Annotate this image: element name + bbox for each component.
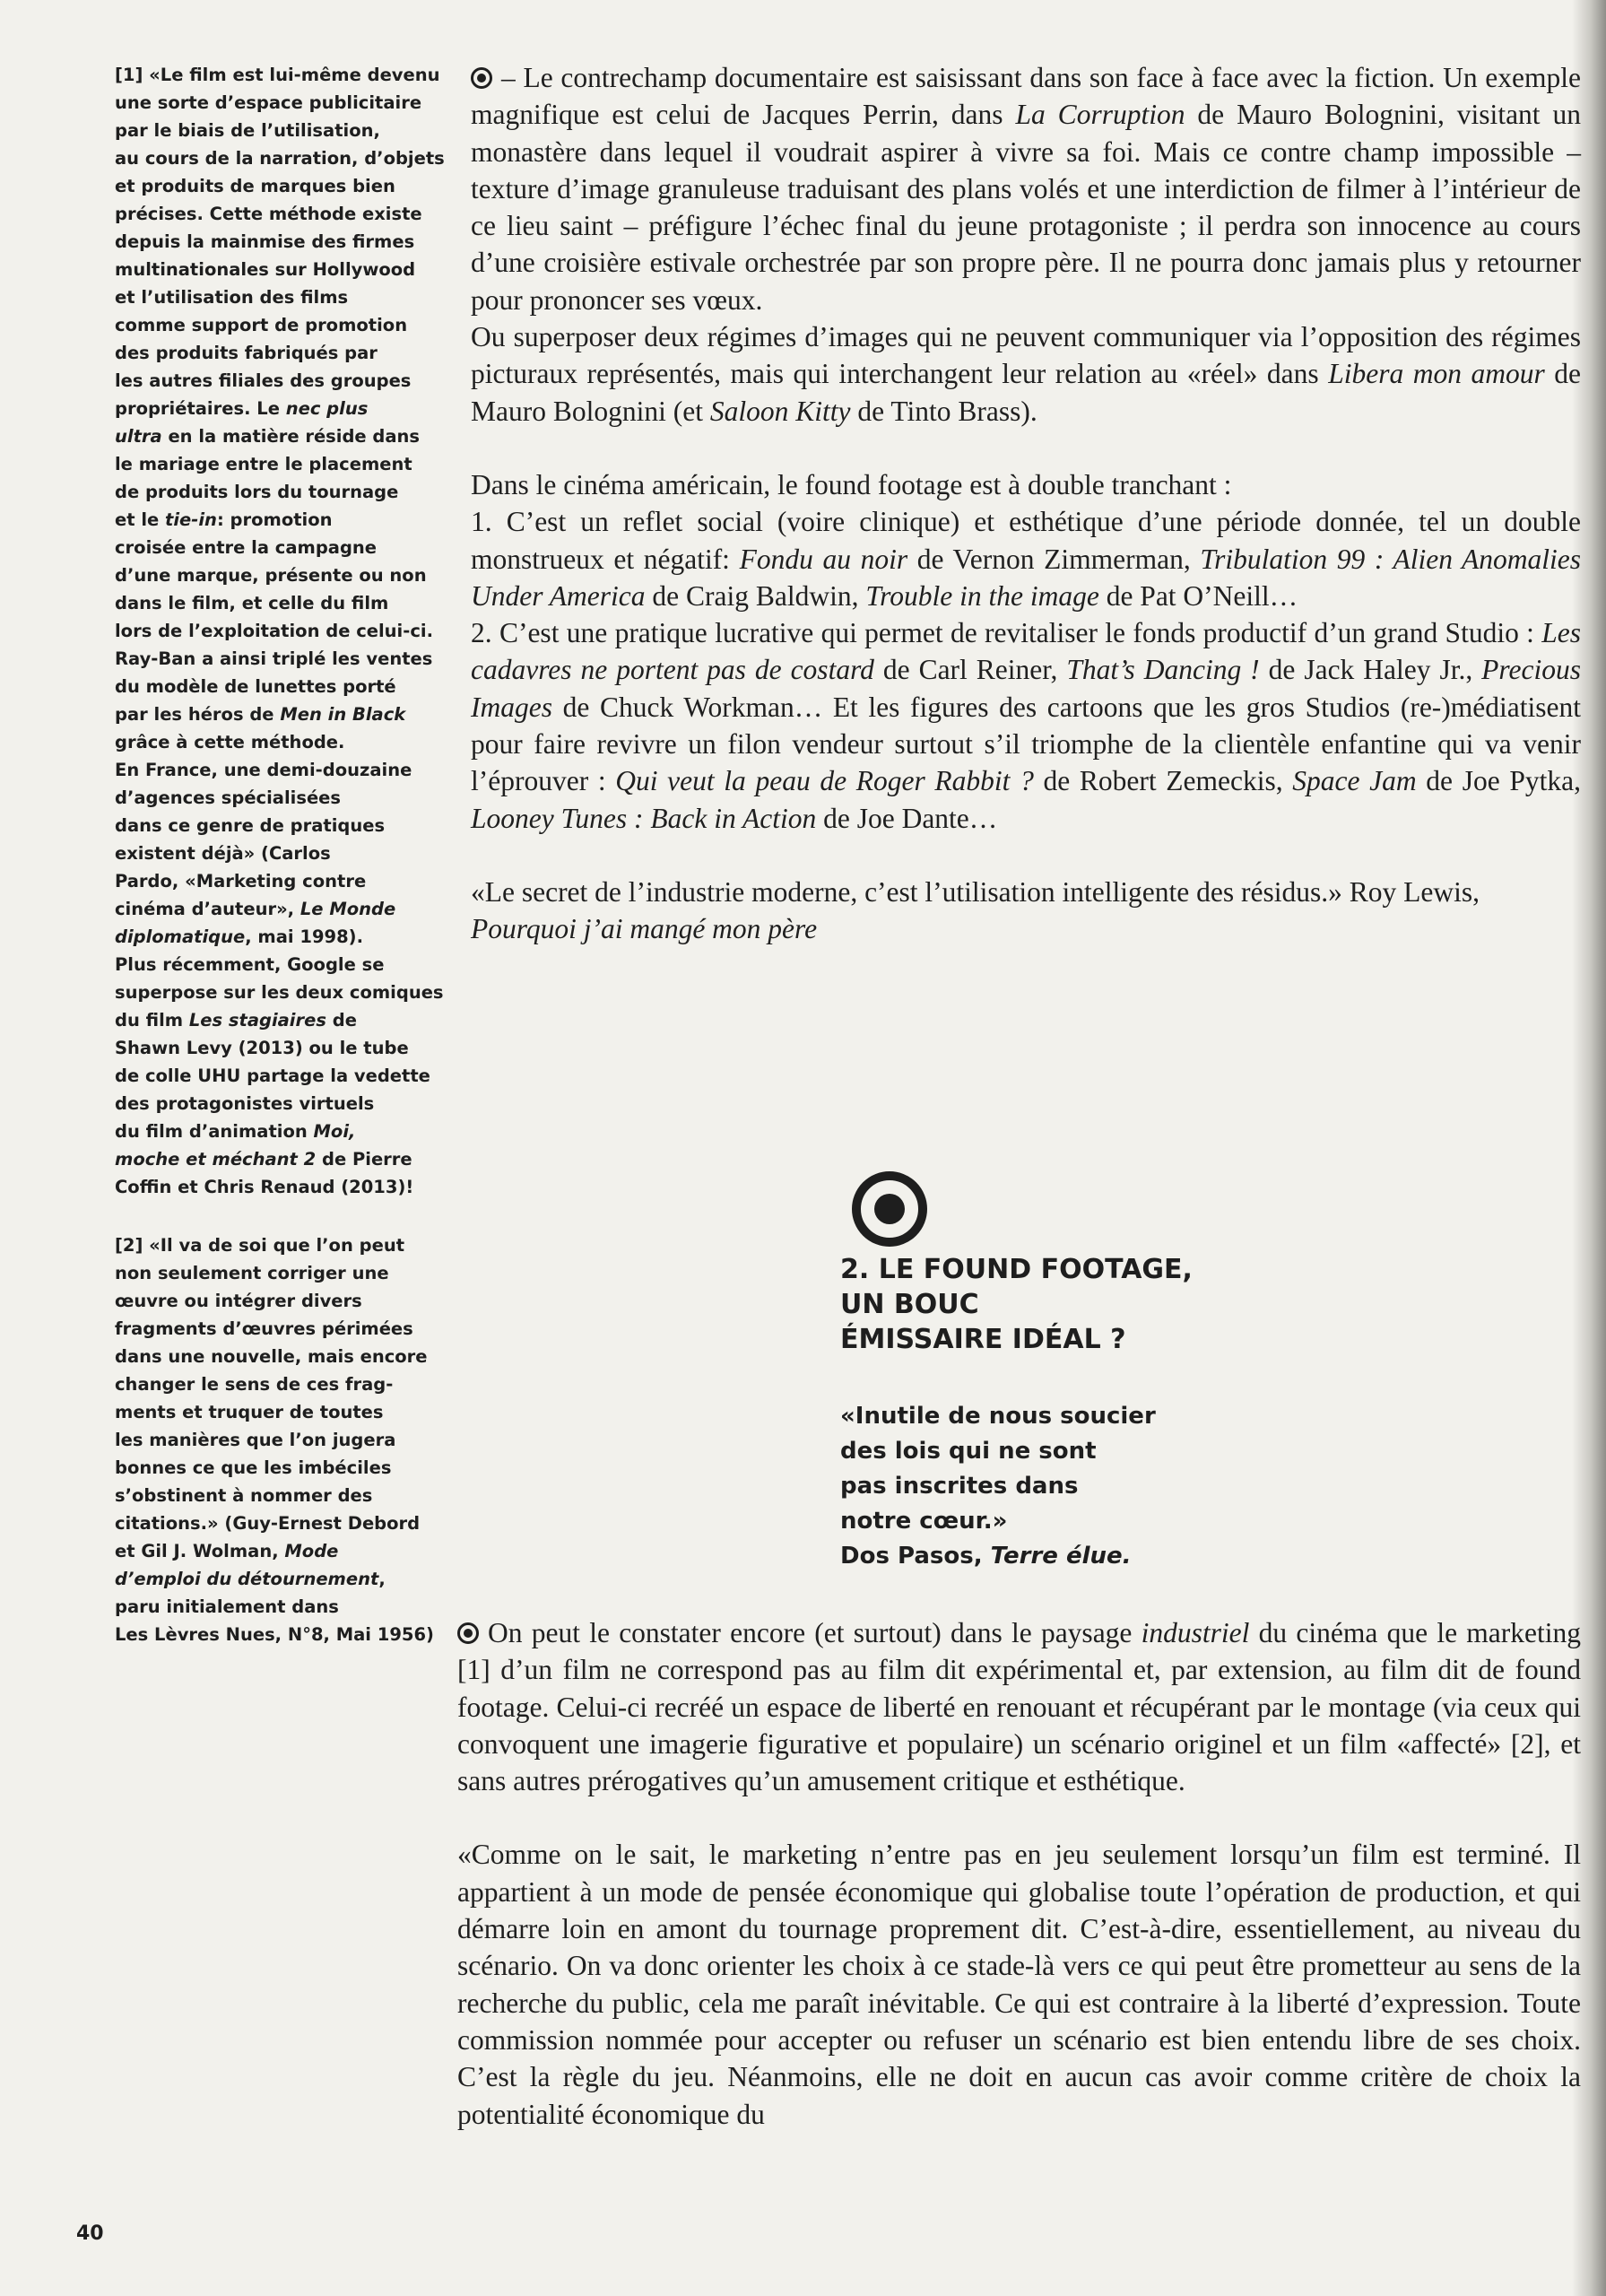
paragraph-quote-roy-lewis: «Le secret de l’industrie moderne, c’est l’utilisation intelligente des résidus.» Roy Lewis, Pourquoi j’ai mangé mon père (471, 875, 1480, 945)
section-epigraph (840, 1399, 1199, 1574)
page-number: 40 (76, 2222, 104, 2245)
paragraph-comme-on-le-sait: «Comme on le sait, le marketing n’entre pas en jeu seulement lorsqu’un film est terminé. Il appartient à un mode de pensée économique qui globalise toute l’opération de production, et qui démarre loin en amont du tournage proprement dit. C’est-à-dire, essentiellement, au niveau du scénario. On va donc orienter les choix à ce stade-là vers ce qui peut être prometteur au sens de la recherche du public, cela me paraît inévitable. Ce qui est contraire à la liberté d’expression. Toute commission nommée pour accepter ou refuser un scénario est bien entendu libre de ses choix. C’est la règle du jeu. Néanmoins, elle ne doit en aucun cas avoir comme critère de choix la potentialité économique du (457, 1839, 1581, 2130)
paragraph-marketing: On peut le constater encore (et surtout) dans le paysage industriel du cinéma que le marketing [1] d’un film ne correspond pas au film dit expérimental et, par extension, au film dit de found footage. Celui-ci recréé un espace de liberté en renouant et récupérant par le montage (via ceux qui convoquent une imagerie figurative et populaire) un scénario originel et un film «affecté» [2], et sans autres prérogatives qu’un amusement critique et esthétique. (457, 1617, 1581, 1797)
epigraph-source: Dos Pasos, Terre élue. (840, 1543, 1132, 1570)
main-text-lower (457, 1614, 1581, 2133)
paragraph-cinema-americain: Dans le cinéma américain, le found footage est à double tranchant : (471, 468, 1232, 500)
main-text-upper (471, 59, 1581, 948)
paragraph-superposer: Ou superposer deux régimes d’images qui ne peuvent communiquer via l’opposition des régimes picturaux représentés, mais qui interchangent leur relation au «réel» dans Libera mon amour de Mauro Bolognini (et Saloon Kitty de Tinto Brass). (471, 321, 1582, 427)
bullet-icon (457, 1622, 479, 1644)
paragraph-point-1: 1. C’est un reflet social (voire clinique) et esthétique d’une période donnée, tel un double monstrueux et négatif: Fondu au noir de Vernon Zimmerman, Tribulation 99 : Alien Anomalies Under America de Craig Baldwin, Trouble in the image de Pat O’Neill… (471, 506, 1581, 612)
section-title: 2. LE FOUND FOOTAGE, UN BOUC ÉMISSAIRE IDÉAL ? (840, 1254, 1193, 1355)
footnote-1: [1] «Le film est lui-même devenu une sorte d’espace publicitaire par le biais de l’utilisation, au cours de la narration, d’objets et produits de marques bien précises. Cette méthode existe depuis la mainmise des firmes multinationales sur Hollywood et l’utilisation des films comme support de promotion des produits fabriqués par les autres filiales des groupes propriétaires. Le nec plus ultra en la matière réside dans le mariage entre le placement de produits lors du tournage et le tie-in: promotion croisée entre la campagne d’une marque, présente ou non dans le film, et celle du film lors de l’exploitation de celui-ci. Ray-Ban a ainsi triplé les ventes du modèle de lunettes porté par les héros de Men in Black grâce à cette méthode. En France, une demi-douzaine d’agences spécialisées dans ce genre de pratiques existent déjà» (Carlos Pardo, «Marketing contre cinéma d’auteur», Le Monde diplomatique, mai 1998). Plus récemment, Google se superpose sur les deux comiques du film Les stagiaires de Shawn Levy (2013) ou le tube de colle UHU partage la vedette des protagonistes virtuels du film d’animation Moi, moche et méchant 2 de Pierre Coffin et Chris Renaud (2013)! (115, 65, 445, 1197)
footnote-2: [2] «Il va de soi que l’on peut non seulement corriger une œuvre ou intégrer divers fragments d’œuvres périmées dans une nouvelle, mais encore changer le sens de ces frag- ments et truquer de toutes les manières que l’on jugera bonnes ce que les imbéciles s’obstinent à nommer des citations.» (Guy-Ernest Debord et Gil J. Wolman, Mode d’emploi du détournement, paru initialement dans Les Lèvres Nues, N°8, Mai 1956) (115, 1235, 434, 1645)
section-target-icon (852, 1171, 927, 1247)
paragraph-point-2: 2. C’est une pratique lucrative qui permet de revitaliser le fonds productif d’un grand Studio : Les cadavres ne portent pas de costard de Carl Reiner, That’s Dancing ! de Jack Haley Jr., Precious Images de Chuck Workman… Et les figures des cartoons que les gros Studios (re-)médiatisent pour faire revivre un filon vendeur surtout s’il triomphe de la clientèle enfantine qui va venir l’éprouver : Qui veut la peau de Roger Rabbit ? de Robert Zemeckis, Space Jam de Joe Pytka, Looney Tunes : Back in Action de Joe Dante… (471, 617, 1581, 834)
sidenotes-column (115, 61, 456, 1679)
bullet-icon (471, 67, 492, 89)
paragraph-contrechamp: – Le contrechamp documentaire est saisissant dans son face à face avec la fiction. Un exemple magnifique est celui de Jacques Perrin, dans La Corruption de Mauro Bolognini, visitant un monastère dans lequel il voudrait aspirer à vivre sa foi. Mais ce contre champ impossible – texture d’image granuleuse traduisant des plans volés et une interdiction de filmer à l’intérieur de ce lieu saint – préfigure l’échec final du jeune protagoniste ; il perdra son innocence au cours d’une croisière estivale orchestrée par son propre père. Il ne pourra donc jamais plus y retourner pour prononcer ses vœux. (471, 62, 1581, 316)
epigraph-quote: «Inutile de nous soucier des lois qui ne sont pas inscrites dans notre cœur.» (840, 1403, 1156, 1535)
